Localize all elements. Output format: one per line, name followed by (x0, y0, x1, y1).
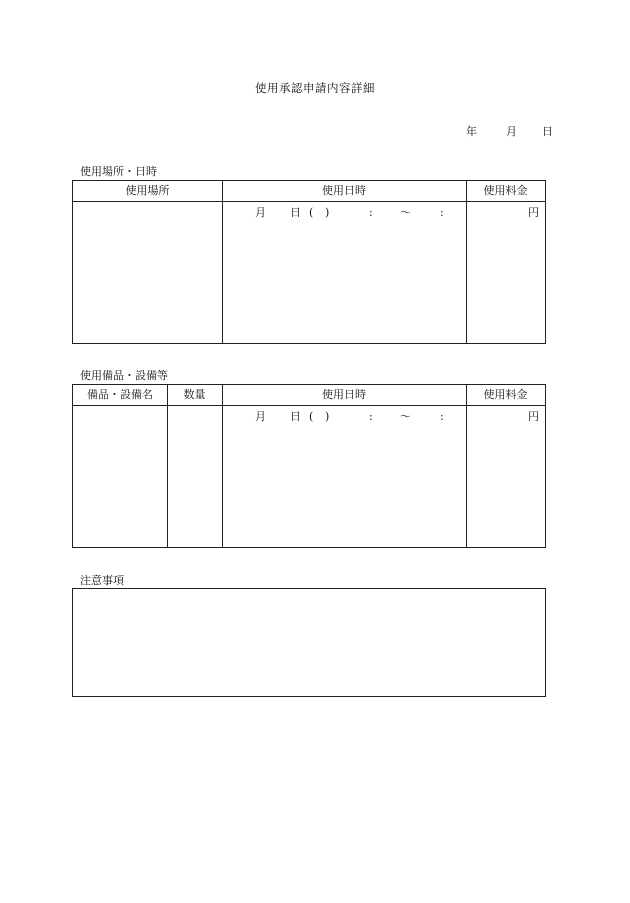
paren-close: ) (325, 206, 330, 219)
month-label: 月 (255, 206, 266, 219)
header-fee: 使用料金 (483, 184, 528, 197)
header-fee: 使用料金 (483, 388, 528, 401)
paren-close: ) (325, 410, 330, 423)
date-year: 年 (466, 125, 477, 138)
month-label: 月 (255, 410, 266, 423)
day-label: 日 (290, 410, 301, 423)
paren-open: ( (309, 410, 314, 423)
place-datetime-table (72, 180, 546, 344)
yen-label: 円 (528, 410, 539, 423)
section-equipment-label: 使用備品・設備等 (80, 369, 168, 382)
section-notes-label: 注意事項 (80, 574, 124, 587)
document-title: 使用承認申請内容詳細 (255, 81, 375, 95)
section-place-datetime-label: 使用場所・日時 (80, 165, 157, 178)
yen-label: 円 (528, 206, 539, 219)
date-month: 月 (506, 125, 517, 138)
equipment-table (72, 384, 546, 548)
header-qty: 数量 (183, 388, 206, 401)
tilde: 〜 (400, 410, 411, 423)
header-item: 備品・設備名 (87, 388, 153, 401)
time-colon-start: : (369, 206, 373, 219)
date-day: 日 (542, 125, 553, 138)
notes-box (72, 588, 546, 697)
day-label: 日 (290, 206, 301, 219)
header-datetime: 使用日時 (322, 184, 366, 197)
header-place: 使用場所 (125, 184, 170, 197)
tilde: 〜 (400, 206, 411, 219)
header-datetime: 使用日時 (322, 388, 366, 401)
time-colon-end: : (440, 206, 444, 219)
time-colon-end: : (440, 410, 444, 423)
paren-open: ( (309, 206, 314, 219)
document-date (462, 123, 552, 137)
time-colon-start: : (369, 410, 373, 423)
